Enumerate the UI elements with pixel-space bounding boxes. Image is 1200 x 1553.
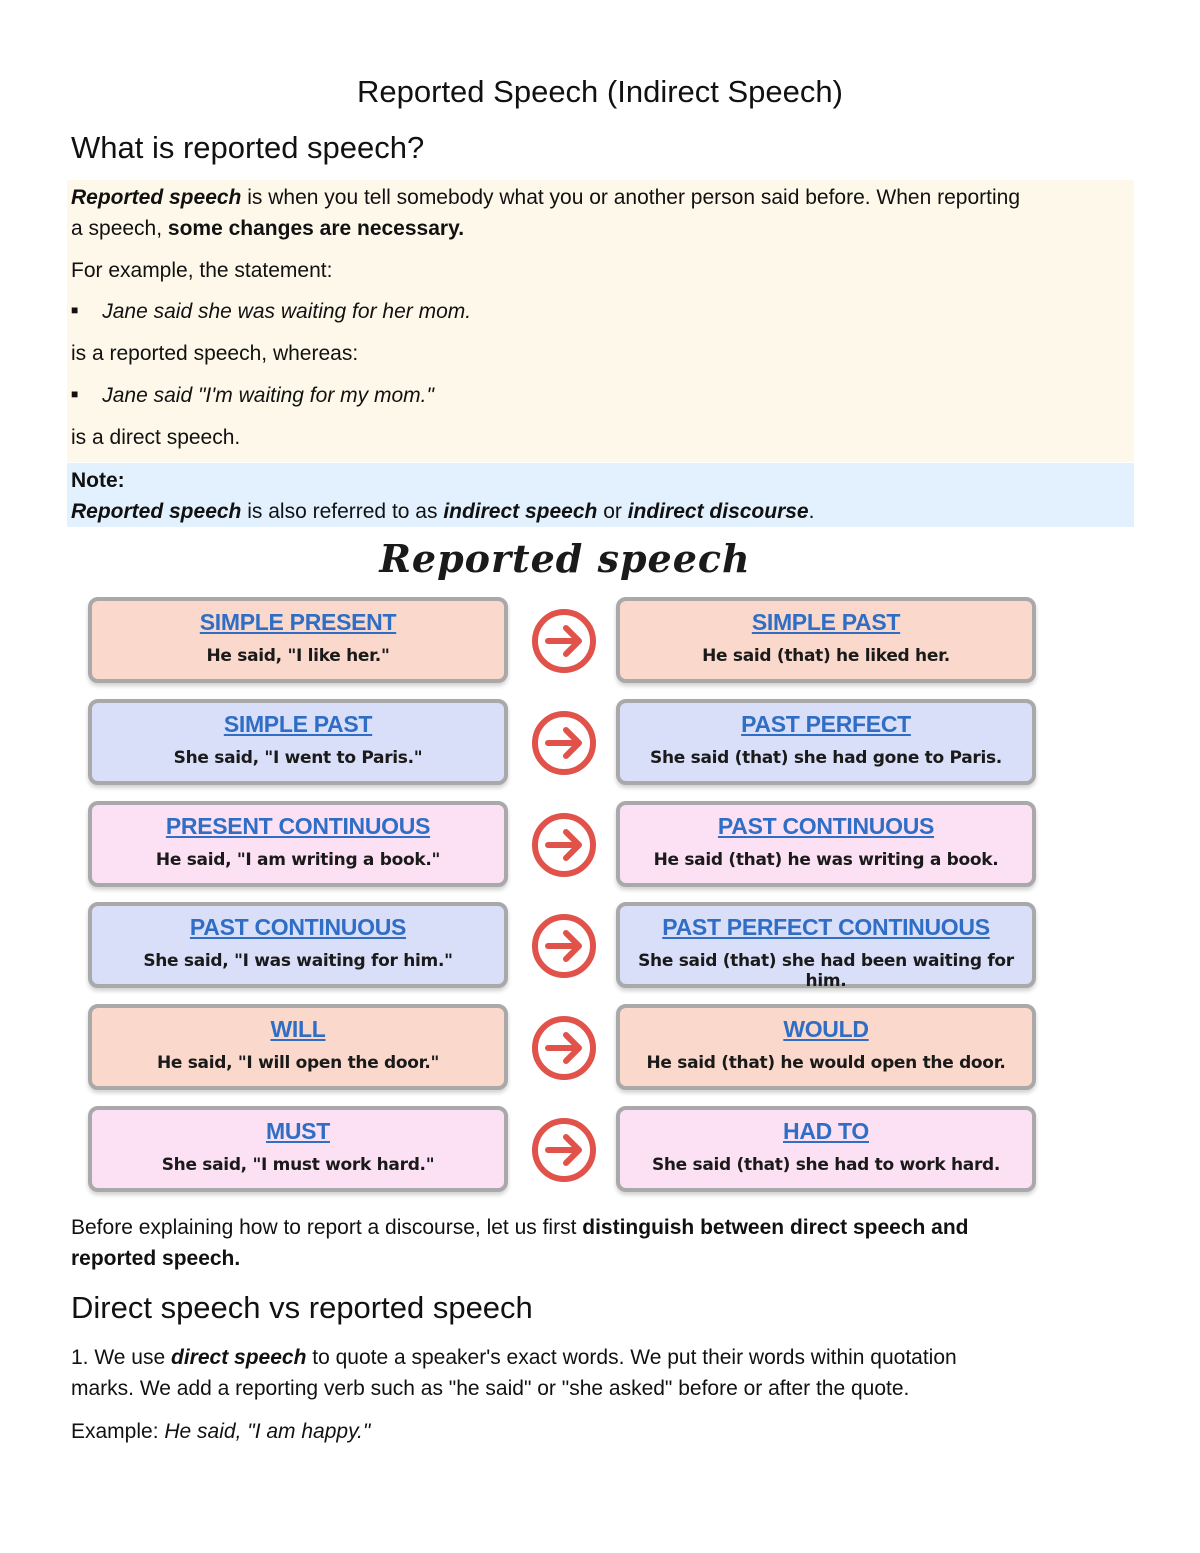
def-bold: some changes are necessary.: [167, 217, 465, 240]
left-tense-card: [88, 902, 508, 988]
note-text-1: is also referred to as: [241, 500, 444, 523]
example-1-item: [71, 296, 471, 328]
example-intro: For example, the statement:: [71, 259, 333, 282]
right-tense-title: WOULD: [783, 1016, 869, 1042]
left-tense-title: SIMPLE PAST: [223, 711, 373, 737]
right-tense-card: [616, 902, 1036, 991]
note-text: [71, 496, 814, 527]
left-tense-card: [88, 801, 508, 887]
def-term: Reported speech: [71, 186, 242, 209]
after-text: is a direct speech.: [71, 426, 241, 449]
after-graphic-bold-2: reported speech.: [71, 1247, 241, 1270]
left-tense-card: [88, 699, 508, 785]
example-2-item: [71, 380, 434, 412]
bullet-icon: ■: [71, 302, 79, 317]
left-tense-example: He said, "I will open the door.": [156, 1053, 440, 1073]
arrow-right-circle-icon: [531, 812, 597, 878]
graphic-title: Reported speech: [379, 536, 751, 581]
between-text: is a reported speech, whereas:: [71, 342, 359, 365]
bullet-icon: ■: [71, 386, 79, 401]
left-tense-example: She said, "I went to Paris.": [173, 748, 423, 768]
left-tense-example: She said, "I must work hard.": [161, 1155, 435, 1175]
after-graphic-bold-1: distinguish between direct speech and: [582, 1216, 969, 1239]
right-tense-title: SIMPLE PAST: [751, 609, 901, 635]
section-heading-direct-vs-reported: Direct speech vs reported speech: [71, 1290, 533, 1325]
note-term-2: indirect speech: [443, 500, 598, 523]
right-tense-card: [616, 1106, 1036, 1192]
left-tense-card: [88, 597, 508, 683]
section2-example: [71, 1416, 370, 1447]
after-graphic-text: Before explaining how to report a discourse, let us first: [71, 1216, 583, 1239]
right-tense-title: PAST CONTINUOUS: [717, 813, 935, 839]
left-tense-example: He said, "I like her.": [206, 646, 390, 666]
right-tense-example: He said (that) he would open the door.: [646, 1053, 1006, 1073]
right-tense-title: HAD TO: [783, 1118, 869, 1144]
p1-start: 1. We use: [71, 1346, 171, 1369]
definition-line-2: [71, 213, 464, 244]
note-label: Note:: [71, 469, 125, 492]
note-term-1: Reported speech: [71, 500, 242, 523]
page-title: Reported Speech (Indirect Speech): [357, 74, 843, 109]
left-tense-title: PAST CONTINUOUS: [189, 914, 407, 940]
left-tense-title: MUST: [266, 1118, 330, 1144]
arrow-right-circle-icon: [531, 710, 597, 776]
right-tense-title: PAST PERFECT: [741, 711, 911, 737]
right-tense-example: He said (that) he was writing a book.: [653, 850, 999, 870]
right-tense-title: PAST PERFECT CONTINUOUS: [662, 914, 990, 940]
left-tense-title: PRESENT CONTINUOUS: [165, 813, 431, 839]
left-tense-title: WILL: [270, 1016, 326, 1042]
left-tense-example: He said, "I am writing a book.": [155, 850, 441, 870]
left-tense-card: [88, 1004, 508, 1090]
left-tense-card: [88, 1106, 508, 1192]
left-tense-title: SIMPLE PRESENT: [199, 609, 397, 635]
right-tense-example: She said (that) she had to work hard.: [651, 1155, 1001, 1175]
arrow-right-circle-icon: [531, 1117, 597, 1183]
section2-p1-line-1: [71, 1342, 957, 1373]
right-tense-example: She said (that) she had been waiting for him.: [638, 951, 1014, 991]
arrow-right-circle-icon: [531, 913, 597, 979]
section-heading-what-is: What is reported speech?: [71, 130, 425, 165]
left-tense-example: She said, "I was waiting for him.": [143, 951, 453, 971]
example-2-text: Jane said "I'm waiting for my mom.": [102, 384, 434, 407]
section2-p1-line-2: marks. We add a reporting verb such as "he said" or "she asked" before or after the quote.: [71, 1377, 910, 1400]
after-graphic-line-1: [71, 1212, 969, 1243]
def-line2-start: a speech,: [71, 217, 168, 240]
right-tense-example: She said (that) she had gone to Paris.: [650, 748, 1002, 768]
example-text: He said, "I am happy.": [164, 1420, 371, 1443]
p1-term: direct speech: [171, 1346, 307, 1369]
example-1-text: Jane said she was waiting for her mom.: [102, 300, 472, 323]
example-label: Example:: [71, 1420, 165, 1443]
note-text-2: or: [597, 500, 628, 523]
right-tense-card: [616, 801, 1036, 887]
right-tense-card: [616, 1004, 1036, 1090]
right-tense-card: [616, 597, 1036, 683]
arrow-right-circle-icon: [531, 608, 597, 674]
definition-line-1: [71, 182, 1020, 213]
p1-rest: to quote a speaker's exact words. We put their words within quotation: [306, 1346, 957, 1369]
note-text-3: .: [808, 500, 815, 523]
right-tense-card: [616, 699, 1036, 785]
def-text: is when you tell somebody what you or another person said before. When reporting: [241, 186, 1021, 209]
right-tense-example: He said (that) he liked her.: [702, 646, 950, 666]
note-term-3: indirect discourse: [627, 500, 809, 523]
arrow-right-circle-icon: [531, 1015, 597, 1081]
